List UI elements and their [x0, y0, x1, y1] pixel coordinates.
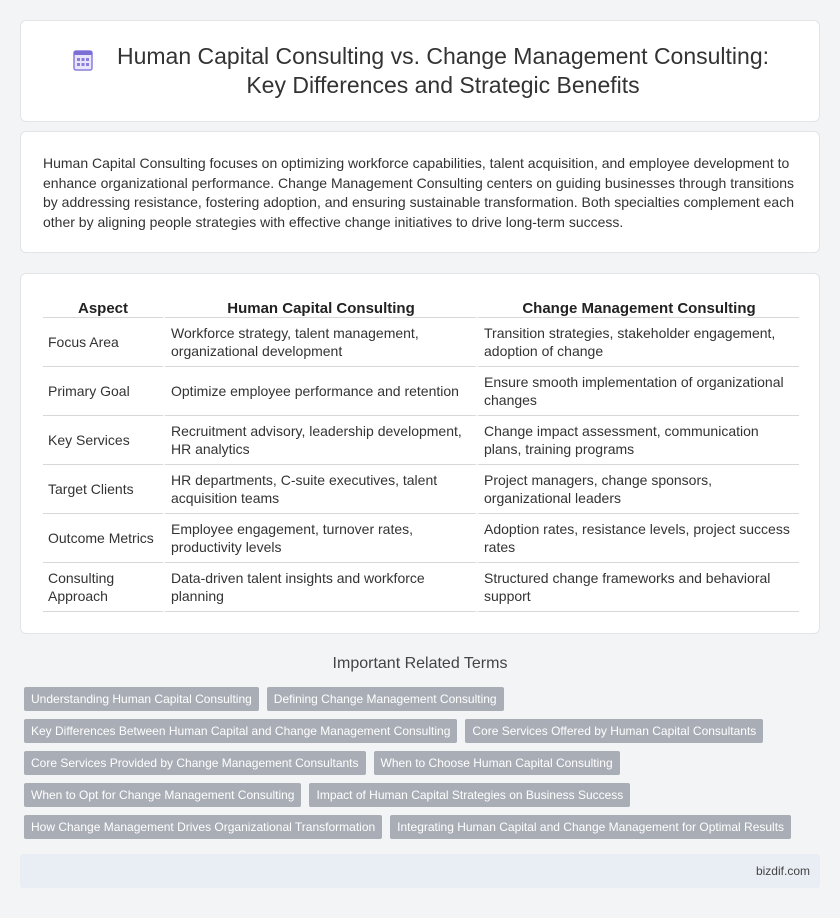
row-human-capital: Workforce strategy, talent management, organizational development [163, 318, 476, 367]
page-title [117, 42, 769, 100]
row-human-capital: Optimize employee performance and retention [163, 367, 476, 416]
row-aspect: Outcome Metrics [43, 514, 163, 563]
row-aspect: Target Clients [43, 465, 163, 514]
related-term-link[interactable]: Key Differences Between Human Capital and Change Management Consulting [24, 719, 457, 743]
header-aspect: Aspect [43, 296, 163, 318]
row-aspect: Primary Goal [43, 367, 163, 416]
related-term-link[interactable]: When to Opt for Change Management Consulting [24, 783, 301, 807]
title-line-1: Human Capital Consulting vs. Change Management Consulting: [116, 43, 770, 69]
related-term-link[interactable]: Core Services Provided by Change Management Consultants [24, 751, 366, 775]
title-card [20, 20, 820, 122]
table-row [43, 514, 799, 563]
related-term-link[interactable]: When to Choose Human Capital Consulting [374, 751, 620, 775]
row-change-management: Adoption rates, resistance levels, project success rates [476, 514, 799, 563]
related-term-link[interactable]: Understanding Human Capital Consulting [24, 687, 259, 711]
table-row [43, 367, 799, 416]
row-change-management: Change impact assessment, communication plans, training programs [476, 416, 799, 465]
row-change-management: Project managers, change sponsors, organizational leaders [476, 465, 799, 514]
intro-card [20, 131, 820, 253]
related-terms-title: Important Related Terms [332, 655, 508, 672]
footer [20, 854, 820, 888]
row-human-capital: Employee engagement, turnover rates, productivity levels [163, 514, 476, 563]
row-aspect: Consulting Approach [43, 563, 163, 612]
row-human-capital: Data-driven talent insights and workforce planning [163, 563, 476, 612]
row-change-management: Ensure smooth implementation of organizational changes [476, 367, 799, 416]
header-human-capital: Human Capital Consulting [163, 296, 476, 318]
row-human-capital: Recruitment advisory, leadership development, HR analytics [163, 416, 476, 465]
intro-paragraph: Human Capital Consulting focuses on optimizing workforce capabilities, talent acquisition, and employee development to enhance organizational performance. Change Management Consulting centers on guiding businesses through transitions by addressing resistance, fostering adoption, and ensuring sustainable transformation. Both specialties complement each other by aligning people strategies with effective change initiatives to drive long-term success. [43, 155, 795, 230]
related-term-link[interactable]: How Change Management Drives Organizational Transformation [24, 815, 382, 839]
header-change-management: Change Management Consulting [476, 296, 799, 318]
related-term-link[interactable]: Core Services Offered by Human Capital Consultants [465, 719, 763, 743]
row-change-management: Transition strategies, stakeholder engagement, adoption of change [476, 318, 799, 367]
row-aspect: Focus Area [43, 318, 163, 367]
row-aspect: Key Services [43, 416, 163, 465]
related-term-link[interactable]: Integrating Human Capital and Change Management for Optimal Results [390, 815, 791, 839]
related-term-link[interactable]: Defining Change Management Consulting [267, 687, 504, 711]
table-row [43, 318, 799, 367]
site-name[interactable]: bizdif.com [755, 864, 810, 878]
table-header-row [43, 296, 799, 318]
row-change-management: Structured change frameworks and behavioral support [476, 563, 799, 612]
row-human-capital: HR departments, C-suite executives, talent acquisition teams [163, 465, 476, 514]
table-row [43, 465, 799, 514]
comparison-card [20, 273, 820, 634]
related-terms-list [24, 687, 824, 847]
document-icon [71, 48, 95, 72]
comparison-table [43, 296, 799, 612]
table-row [43, 416, 799, 465]
title-line-2: Key Differences and Strategic Benefits [246, 72, 640, 98]
table-row [43, 563, 799, 612]
related-term-link[interactable]: Impact of Human Capital Strategies on Business Success [309, 783, 630, 807]
